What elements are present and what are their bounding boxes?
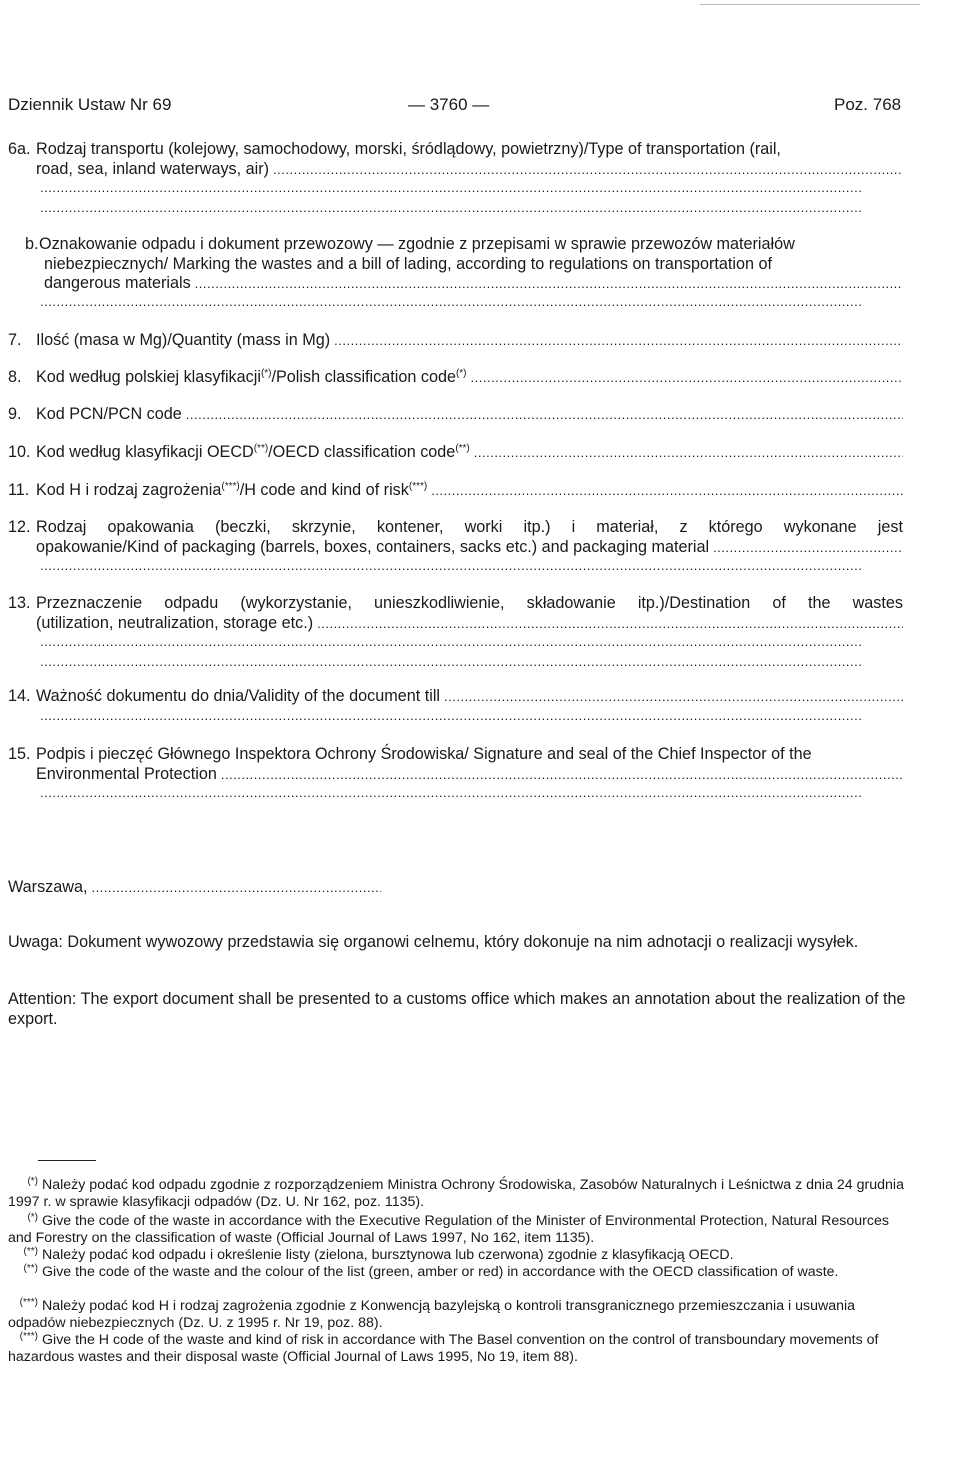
item-7 [8, 331, 903, 351]
item-6a [8, 140, 903, 179]
date-fill-line[interactable] [91, 878, 381, 898]
fill-line[interactable] [40, 200, 897, 218]
item-text: Przeznaczenie odpadu (wykorzystanie, unieszkodliwienie, składowanie itp.)/Destination of the wastes [36, 594, 903, 612]
fill-line[interactable] [713, 538, 903, 558]
fill-line[interactable] [221, 765, 903, 785]
footnote: (**) Give the code of the waste and the colour of the list (green, amber or red) in accordance with the OECD classification of waste. [23, 1263, 839, 1280]
item-6b [8, 235, 903, 294]
item-number: 13. [8, 594, 31, 612]
item-number: 12. [8, 518, 31, 536]
fill-line[interactable] [40, 708, 897, 726]
uwaga-note [8, 933, 908, 953]
fill-line[interactable] [40, 294, 897, 312]
item-text: Podpis i pieczęć Głównego Inspektora Ochrony Środowiska/ Signature and seal of the Chief Inspector of the [36, 745, 812, 763]
top-rule [700, 4, 920, 5]
attention-note [8, 990, 908, 1029]
item-text: Kod PCN/PCN code [36, 405, 182, 423]
item-text: (utilization, neutralization, storage etc.) [36, 613, 314, 632]
item-text: Kod według klasyfikacji OECD(**)/OECD classification code(**) [36, 443, 470, 461]
place-date [8, 878, 408, 898]
note-label: Attention: [8, 990, 77, 1008]
item-text: Ilość (masa w Mg)/Quantity (mass in Mg) [36, 331, 331, 349]
item-text: dangerous materials [44, 274, 191, 292]
item-number: 9. [8, 405, 22, 423]
item-text: Rodzaj opakowania (beczki, skrzynie, kontener, worki itp.) i materiał, z którego wykonane jest [36, 518, 903, 536]
fill-line[interactable] [40, 180, 897, 198]
fill-line[interactable] [195, 274, 903, 294]
item-13 [8, 594, 903, 633]
footnote-text: Give the code of the waste in accordance with the Executive Regulation of the Minister of Environmental Protection, Natural Resources and Forestry on the classification of waste (Official Journal of Laws 1997, No 162, item 1135). [8, 1213, 889, 1246]
item-9 [8, 405, 903, 425]
footnote: (*) Należy podać kod odpadu zgodnie z rozporządzeniem Ministra Ochrony Środowiska, Zasobów Naturalnych i Leśnictwa z dnia 24 grudnia 1997 r. w sprawie klasyfikacji odpadów (Dz. U. Nr 162, poz. 1135). [8, 1176, 904, 1210]
item-text: Kod według polskiej klasyfikacji(*)/Polish classification code(*) [36, 368, 467, 386]
item-15 [8, 745, 903, 784]
item-8 [8, 368, 903, 388]
item-number: 7. [8, 331, 22, 349]
item-text: niebezpiecznych/ Marking the wastes and a bill of lading, according to regulations on transportation of [44, 254, 772, 273]
item-14 [8, 687, 903, 707]
item-text: Environmental Protection [36, 764, 217, 783]
item-text: Kod H i rodzaj zagrożenia(***)/H code and kind of risk(***) [36, 481, 428, 499]
item-10 [8, 443, 903, 463]
fill-line[interactable] [40, 785, 897, 803]
item-11 [8, 481, 903, 501]
fill-line[interactable] [40, 634, 897, 652]
fill-line[interactable] [474, 443, 903, 463]
footnote-text: Należy podać kod odpadu i określenie listy (zielona, bursztynowa lub czerwona) zgodnie z klasyfikacją OECD. [42, 1247, 734, 1263]
item-text: road, sea, inland waterways, air) [36, 159, 270, 178]
fill-line[interactable] [444, 687, 903, 707]
item-12 [8, 518, 903, 557]
item-number: 15. [8, 745, 31, 763]
footnote: (*) Give the code of the waste in accordance with the Executive Regulation of the Minister of Environmental Protection, Natural Resources and Forestry on the classification of waste (Official Journal of Laws 1997, No 162, item 1135). [8, 1212, 889, 1246]
item-number: 14. [8, 687, 31, 705]
footnote-text: Należy podać kod odpadu zgodnie z rozporządzeniem Ministra Ochrony Środowiska, Zasobów Naturalnych i Leśnictwa z dnia 24 grudnia 1997 r. w sprawie klasyfikacji odpadów (Dz. U. Nr 162, poz. 1135). [8, 1177, 904, 1210]
footnote: (***) Give the H code of the waste and kind of risk in accordance with The Basel convention on the control of transboundary movements of hazardous wastes and their disposal waste (Official Journal of Laws 1995, No 19, item 88). [8, 1331, 879, 1365]
note-text: The export document shall be presented to a customs office which makes an annotation about the realization of the export. [8, 990, 906, 1028]
item-number: 8. [8, 368, 22, 386]
item-number: 10. [8, 443, 31, 461]
footnote-rule [38, 1160, 96, 1161]
fill-line[interactable] [317, 614, 903, 634]
fill-line[interactable] [40, 654, 897, 672]
note-text: Dokument wywozowy przedstawia się organowi celnemu, który dokonuje na nim adnotacji o realizacji wysyłek. [67, 933, 859, 951]
page-number: — 3760 — [408, 95, 490, 114]
fill-line[interactable] [40, 558, 897, 576]
footnote-text: Należy podać kod H i rodzaj zagrożenia zgodnie z Konwencją bazylejską o kontroli transgranicznego przemieszczania i usuwania odpadów niebezpiecznych (Dz. U. z 1995 r. Nr 19, poz. 88). [8, 1298, 856, 1331]
journal-title: Dziennik Ustaw Nr 69 [8, 95, 172, 114]
position-number: Poz. 768 [834, 95, 902, 114]
footnote-text: Give the H code of the waste and kind of risk in accordance with The Basel convention on the control of transboundary movements of hazardous wastes and their disposal waste (Official Journal of Laws 1995, No 19, item 88). [8, 1332, 879, 1365]
footnote-text: Give the code of the waste and the colour of the list (green, amber or red) in accordance with the OECD classification of waste. [42, 1264, 839, 1280]
item-number: 6a. [8, 140, 31, 158]
item-text: Rodzaj transportu (kolejowy, samochodowy, morski, śródlądowy, powietrzny)/Type of transportation (rail, [36, 140, 781, 158]
item-text: opakowanie/Kind of packaging (barrels, boxes, containers, sacks etc.) and packaging material [36, 537, 710, 556]
fill-line[interactable] [431, 481, 903, 501]
note-label: Uwaga: [8, 933, 63, 951]
footnote: (***) Należy podać kod H i rodzaj zagrożenia zgodnie z Konwencją bazylejską o kontroli transgranicznego przemieszczania i usuwania odpadów niebezpiecznych (Dz. U. z 1995 r. Nr 19, poz. 88). [8, 1297, 856, 1331]
item-number: b. [25, 235, 39, 253]
footnote: (**) Należy podać kod odpadu i określenie listy (zielona, bursztynowa lub czerwona) zgodnie z klasyfikacją OECD. [23, 1246, 734, 1263]
item-text: Ważność dokumentu do dnia/Validity of the document till [36, 687, 441, 705]
fill-line[interactable] [471, 368, 903, 388]
place-label: Warszawa, [8, 878, 88, 896]
item-text: Oznakowanie odpadu i dokument przewozowy — zgodnie z przepisami w sprawie przewozów materiałów [39, 235, 795, 253]
fill-line[interactable] [334, 331, 903, 351]
item-number: 11. [8, 481, 30, 499]
fill-line[interactable] [273, 160, 903, 180]
fill-line[interactable] [186, 405, 903, 425]
